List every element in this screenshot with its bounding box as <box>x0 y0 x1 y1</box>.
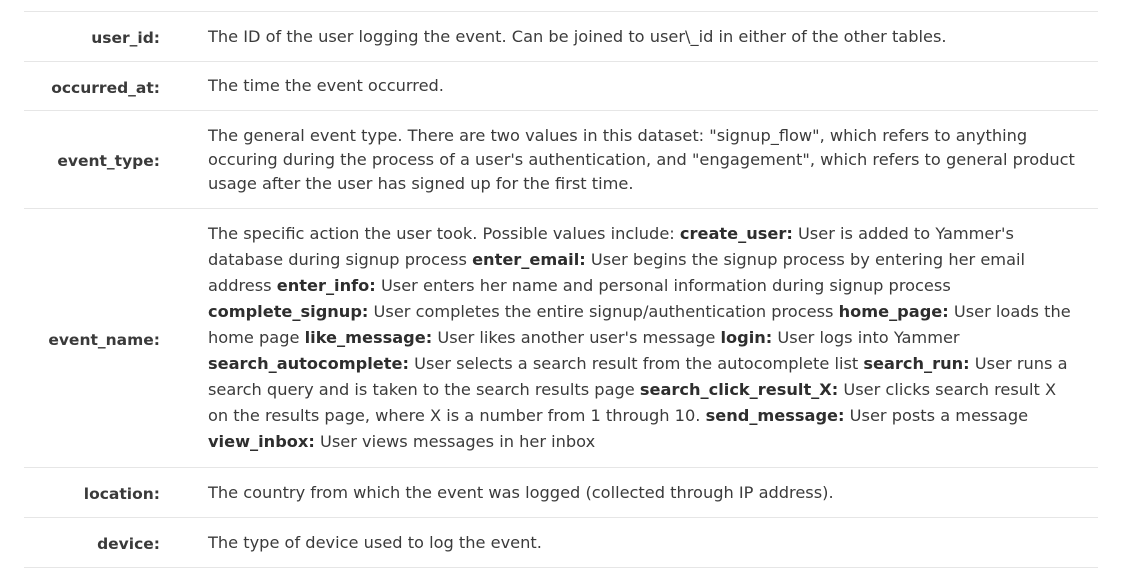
event-value-name: create_user: <box>679 224 793 243</box>
event-value-name: login: <box>720 328 773 347</box>
event-value-text: User is added to Yammer's database during signup process <box>208 224 1014 269</box>
event-value-name: search_autocomplete: <box>208 354 409 373</box>
event-value-text: User completes the entire signup/authentication process <box>373 302 834 321</box>
field-description: The general event type. There are two values in this dataset: "signup_flow", which refers to anything occuring during the process of a user's authentication, and "engagement", which refers to general product usage after the user has signed up for the first time. <box>208 125 1075 193</box>
field-name: user_id: <box>91 29 160 47</box>
event-value-text: User loads the home page <box>208 302 1071 347</box>
event-name-intro: The specific action the user took. Possible values include: <box>208 224 675 243</box>
event-value-text: User posts a message <box>849 406 1029 425</box>
event-value-name: search_run: <box>863 354 970 373</box>
event-value-name: view_inbox: <box>208 432 315 451</box>
field-name: event_type: <box>57 152 160 170</box>
event-value-name: send_message: <box>705 406 845 425</box>
table-row <box>24 62 1098 111</box>
event-value-text: User logs into Yammer <box>777 328 960 347</box>
table-row <box>24 209 1098 468</box>
event-value-name: search_click_result_X: <box>639 380 839 399</box>
field-name: device: <box>97 535 160 553</box>
table-row <box>24 518 1098 568</box>
event-value-text: User selects a search result from the autocomplete list <box>414 354 859 373</box>
field-description: The time the event occurred. <box>208 76 444 95</box>
event-value-name: complete_signup: <box>208 302 369 321</box>
event-value-name: enter_email: <box>472 250 586 269</box>
event-value-text: User likes another user's message <box>437 328 716 347</box>
event-value-text: User enters her name and personal information during signup process <box>380 276 951 295</box>
field-name: occurred_at: <box>51 78 160 97</box>
event-value-text: User views messages in her inbox <box>319 432 596 451</box>
field-description: The ID of the user logging the event. Can be joined to user\_id in either of the other tables. <box>208 26 947 46</box>
event-value-text: User runs a search query and is taken to the search results page <box>208 354 1068 399</box>
field-description <box>208 221 1078 455</box>
table-row <box>24 468 1098 518</box>
table-row <box>24 111 1098 209</box>
event-value-name: home_page: <box>838 302 949 321</box>
event-value-name: like_message: <box>304 328 433 347</box>
event-value-text: User clicks search result X on the results page, where X is a number from 1 through 10. <box>208 380 1057 425</box>
field-description: The country from which the event was logged (collected through IP address). <box>208 482 834 502</box>
field-name: event_name: <box>48 330 160 349</box>
event-value-name: enter_info: <box>276 276 376 295</box>
table-row <box>24 12 1098 62</box>
field-description: The type of device used to log the event. <box>208 532 542 552</box>
event-definitions-table <box>24 11 1098 568</box>
event-value-text: User begins the signup process by entering her email address <box>208 250 1025 295</box>
field-name: location: <box>83 485 160 503</box>
